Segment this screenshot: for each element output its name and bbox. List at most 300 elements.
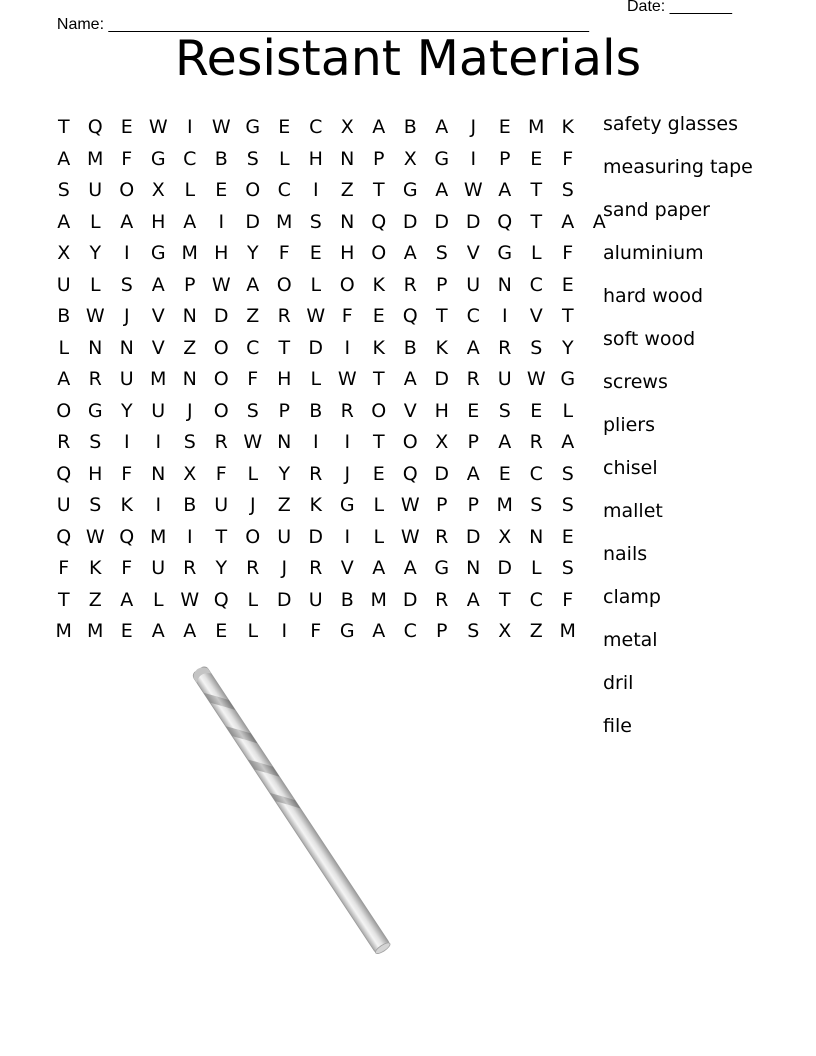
grid-letter: J [470,116,477,138]
grid-letter: H [88,462,103,485]
grid-letter: D [434,462,450,485]
grid-letter: B [403,336,417,359]
grid-letter: R [309,462,323,485]
grid-letter: I [344,336,351,359]
grid-letter: A [57,368,71,390]
grid-letter: F [562,147,574,170]
grid-letter: U [497,368,512,390]
grid-letter: Q [402,462,418,485]
grid-letter: T [57,588,70,611]
grid-letter: I [501,305,508,327]
grid-letter: I [312,179,319,201]
grid-letter: Y [89,242,102,264]
grid-letter: F [58,557,70,579]
grid-letter: P [278,399,290,422]
grid-letter: O [339,273,355,296]
grid-letter: W [211,273,231,296]
grid-letter: M [496,494,513,516]
grid-row [48,301,615,333]
grid-letter: G [150,242,166,264]
grid-letter: W [180,588,200,611]
grid-row [48,616,615,648]
grid-letter: L [310,368,322,390]
grid-letter: S [467,620,480,642]
grid-letter: J [123,305,130,327]
grid-letter: U [119,368,134,390]
grid-letter: C [309,116,323,138]
grid-letter: H [308,147,323,170]
grid-letter: K [372,336,385,359]
grid-letter: D [402,588,418,611]
grid-letter: X [498,525,512,548]
grid-letter: V [466,242,480,264]
grid-letter: S [183,431,196,453]
grid-letter: G [560,368,576,390]
grid-letter: S [120,273,133,296]
grid-letter: W [400,494,420,516]
grid-letter: T [435,305,448,327]
grid-letter: E [215,179,228,201]
word-list-item: measuring tape [603,156,753,178]
grid-letter: M [87,620,104,642]
grid-letter: C [183,147,197,170]
word-list-item: pliers [603,414,656,436]
grid-row [48,396,615,428]
grid-letter: N [497,273,512,296]
grid-letter: T [372,431,385,453]
grid-letter: A [151,273,165,296]
grid-letter: E [530,147,543,170]
grid-letter: E [498,462,511,485]
grid-letter: K [561,116,574,138]
grid-letter: D [308,336,324,359]
grid-row [48,238,615,270]
grid-letter: R [529,431,543,453]
grid-letter: Q [119,525,135,548]
grid-letter: P [499,147,511,170]
grid-letter: C [277,179,291,201]
grid-letter: W [306,305,326,327]
grid-letter: A [561,431,575,453]
word-list-item: nails [603,543,648,565]
grid-row [48,490,615,522]
letter-grid [48,112,615,648]
grid-letter: R [57,431,71,453]
grid-letter: V [340,557,354,579]
grid-letter: O [213,336,229,359]
grid-letter: G [87,399,103,422]
grid-letter: W [85,525,105,548]
grid-letter: O [119,179,135,201]
grid-letter: U [88,179,103,201]
grid-letter: Z [183,336,197,359]
grid-letter: W [211,116,231,138]
grid-letter: F [215,462,227,485]
grid-letter: S [57,179,70,201]
grid-letter: U [277,525,292,548]
grid-letter: D [497,557,513,579]
grid-letter: L [310,273,322,296]
grid-letter: S [561,494,574,516]
grid-row [48,333,615,365]
word-list-item: file [603,715,632,737]
grid-letter: E [278,116,291,138]
grid-letter: R [466,368,480,390]
grid-row [48,175,615,207]
grid-letter: E [120,116,133,138]
grid-letter: H [151,210,166,233]
grid-letter: O [245,525,261,548]
grid-letter: U [308,588,323,611]
grid-letter: L [530,557,542,579]
grid-letter: O [276,273,292,296]
grid-letter: E [372,462,385,485]
grid-letter: W [337,368,357,390]
grid-letter: T [498,588,511,611]
word-list-item: dril [603,672,634,694]
grid-letter: B [214,147,228,170]
grid-letter: T [372,179,385,201]
grid-letter: F [121,462,133,485]
name-field-label: Name: ______________________________________________________ [56,16,589,33]
grid-letter: M [55,620,72,642]
grid-letter: G [402,179,418,201]
grid-letter: I [123,242,130,264]
grid-letter: M [87,147,104,170]
grid-letter: R [88,368,102,390]
grid-letter: P [467,494,479,516]
grid-letter: D [308,525,324,548]
grid-letter: I [312,431,319,453]
grid-letter: A [403,242,417,264]
grid-letter: A [372,620,386,642]
grid-letter: G [150,147,166,170]
grid-letter: A [498,431,512,453]
grid-letter: Q [56,525,72,548]
grid-letter: A [498,179,512,201]
grid-row [48,144,615,176]
word-list-item: soft wood [603,328,696,350]
grid-letter: Z [246,305,260,327]
grid-letter: L [89,273,101,296]
grid-letter: S [561,179,574,201]
grid-letter: L [247,588,259,611]
grid-letter: Z [277,494,291,516]
grid-letter: A [466,462,480,485]
grid-letter: A [183,620,197,642]
grid-letter: T [215,525,228,548]
grid-letter: O [371,242,387,264]
grid-letter: D [465,525,481,548]
grid-letter: N [466,557,481,579]
grid-letter: F [341,305,353,327]
grid-letter: W [148,116,168,138]
grid-letter: Q [402,305,418,327]
grid-letter: N [529,525,544,548]
grid-letter: F [121,557,133,579]
grid-letter: F [310,620,322,642]
grid-letter: R [435,525,449,548]
grid-letter: A [57,147,71,170]
grid-letter: S [561,462,574,485]
grid-letter: L [562,399,574,422]
grid-letter: C [246,336,260,359]
grid-letter: G [339,620,355,642]
grid-letter: A [151,620,165,642]
grid-row [48,522,615,554]
grid-letter: I [155,494,162,516]
grid-letter: O [213,368,229,390]
grid-letter: L [247,462,259,485]
grid-letter: S [561,557,574,579]
grid-letter: Q [497,210,513,233]
grid-letter: E [530,399,543,422]
grid-letter: I [186,525,193,548]
grid-letter: I [186,116,193,138]
grid-letter: N [119,336,134,359]
word-list-item: chisel [603,457,658,479]
grid-letter: M [276,210,293,233]
grid-letter: S [246,147,259,170]
grid-letter: O [245,179,261,201]
grid-letter: S [246,399,259,422]
grid-letter: N [182,305,197,327]
grid-letter: Y [561,336,574,359]
page-title: Resistant Materials [174,30,642,87]
grid-letter: K [120,494,133,516]
word-list-item: screws [603,371,668,393]
grid-letter: T [530,210,543,233]
grid-letter: C [529,588,543,611]
grid-letter: M [370,588,387,611]
grid-letter: A [592,210,606,233]
grid-row [48,207,615,239]
grid-letter: X [403,147,417,170]
grid-letter: Y [246,242,259,264]
grid-letter: J [186,399,193,422]
grid-letter: D [213,305,229,327]
grid-row [48,364,615,396]
grid-letter: H [434,399,449,422]
grid-letter: R [277,305,291,327]
word-list-item: metal [603,629,658,651]
word-list-item: hard wood [603,285,704,307]
grid-letter: W [400,525,420,548]
grid-letter: I [281,620,288,642]
grid-letter: U [56,273,71,296]
grid-letter: I [218,210,225,233]
grid-letter: D [434,210,450,233]
grid-letter: O [402,431,418,453]
grid-letter: R [246,557,260,579]
grid-letter: V [151,305,165,327]
grid-letter: Q [56,462,72,485]
grid-letter: E [309,242,322,264]
grid-letter: H [277,368,292,390]
grid-letter: R [403,273,417,296]
grid-letter: Z [529,620,543,642]
grid-letter: E [561,525,574,548]
grid-letter: J [281,557,288,579]
grid-row [48,553,615,585]
grid-letter: Q [87,116,103,138]
grid-letter: P [436,620,448,642]
grid-letter: I [155,431,162,453]
grid-letter: D [245,210,261,233]
grid-letter: S [530,494,543,516]
grid-letter: N [277,431,292,453]
grid-letter: P [184,273,196,296]
grid-letter: F [278,242,290,264]
grid-letter: P [436,273,448,296]
grid-letter: W [85,305,105,327]
grid-letter: A [120,588,134,611]
grid-letter: B [183,494,197,516]
grid-letter: V [529,305,543,327]
grid-letter: A [403,557,417,579]
grid-letter: O [56,399,72,422]
grid-letter: A [183,210,197,233]
grid-letter: R [214,431,228,453]
grid-letter: O [371,399,387,422]
grid-letter: I [470,147,477,170]
grid-letter: X [57,242,71,264]
grid-row [48,585,615,617]
grid-letter: W [243,431,263,453]
grid-letter: A [403,368,417,390]
grid-letter: U [214,494,229,516]
grid-letter: N [182,368,197,390]
grid-letter: J [344,462,351,485]
grid-letter: I [123,431,130,453]
grid-letter: E [215,620,228,642]
grid-letter: K [309,494,322,516]
grid-letter: T [57,116,70,138]
grid-letter: G [434,557,450,579]
grid-letter: C [466,305,480,327]
grid-letter: A [57,210,71,233]
grid-letter: A [120,210,134,233]
grid-letter: S [530,336,543,359]
grid-letter: U [466,273,481,296]
grid-letter: R [309,557,323,579]
grid-letter: Z [340,179,354,201]
date-field-label: Date: _______ [627,0,732,15]
word-list-item: sand paper [603,199,710,221]
grid-letter: Q [371,210,387,233]
grid-letter: X [183,462,197,485]
word-list-item: aluminium [603,242,704,264]
grid-letter: A [372,557,386,579]
grid-letter: S [498,399,511,422]
grid-letter: Y [278,462,291,485]
grid-letter: A [435,116,449,138]
grid-letter: A [466,336,480,359]
grid-letter: S [89,431,102,453]
grid-letter: D [402,210,418,233]
grid-letter: M [181,242,198,264]
word-list-item: mallet [603,500,663,522]
grid-letter: N [88,336,103,359]
grid-letter: I [344,431,351,453]
grid-letter: L [278,147,290,170]
grid-letter: H [340,242,355,264]
grid-letter: V [151,336,165,359]
drill-bit-icon [180,660,460,970]
grid-letter: R [498,336,512,359]
grid-letter: B [340,588,354,611]
grid-letter: H [214,242,229,264]
grid-letter: S [309,210,322,233]
grid-letter: A [561,210,575,233]
grid-letter: N [151,462,166,485]
grid-letter: U [151,399,166,422]
grid-row [48,459,615,491]
grid-letter: A [435,179,449,201]
grid-letter: G [497,242,513,264]
grid-letter: J [249,494,256,516]
grid-letter: K [372,273,385,296]
grid-letter: P [436,494,448,516]
grid-letter: L [373,525,385,548]
grid-letter: N [340,147,355,170]
grid-letter: M [528,116,545,138]
grid-letter: T [530,179,543,201]
grid-letter: Z [88,588,102,611]
grid-letter: L [89,210,101,233]
grid-letter: W [463,179,483,201]
grid-letter: N [340,210,355,233]
grid-letter: X [498,620,512,642]
grid-letter: Y [215,557,228,579]
grid-letter: T [561,305,574,327]
grid-letter: E [498,116,511,138]
grid-letter: B [57,305,71,327]
grid-letter: E [120,620,133,642]
grid-letter: M [559,620,576,642]
grid-letter: W [526,368,546,390]
grid-letter: Y [120,399,133,422]
grid-letter: D [434,368,450,390]
grid-row [48,112,615,144]
grid-letter: C [529,273,543,296]
grid-letter: R [435,588,449,611]
grid-letter: X [151,179,165,201]
grid-letter: G [339,494,355,516]
grid-letter: P [467,431,479,453]
grid-letter: E [561,273,574,296]
word-list [603,108,753,753]
grid-row [48,270,615,302]
grid-letter: X [340,116,354,138]
grid-letter: P [373,147,385,170]
grid-letter: A [246,273,260,296]
grid-letter: U [151,557,166,579]
grid-letter: C [403,620,417,642]
grid-letter: F [562,588,574,611]
grid-letter: L [184,179,196,201]
grid-letter: S [89,494,102,516]
grid-letter: T [278,336,291,359]
grid-letter: L [152,588,164,611]
grid-row [48,427,615,459]
grid-letter: I [344,525,351,548]
word-list-item: safety glasses [603,113,739,135]
grid-letter: X [435,431,449,453]
grid-letter: R [340,399,354,422]
grid-letter: U [56,494,71,516]
grid-letter: K [435,336,448,359]
